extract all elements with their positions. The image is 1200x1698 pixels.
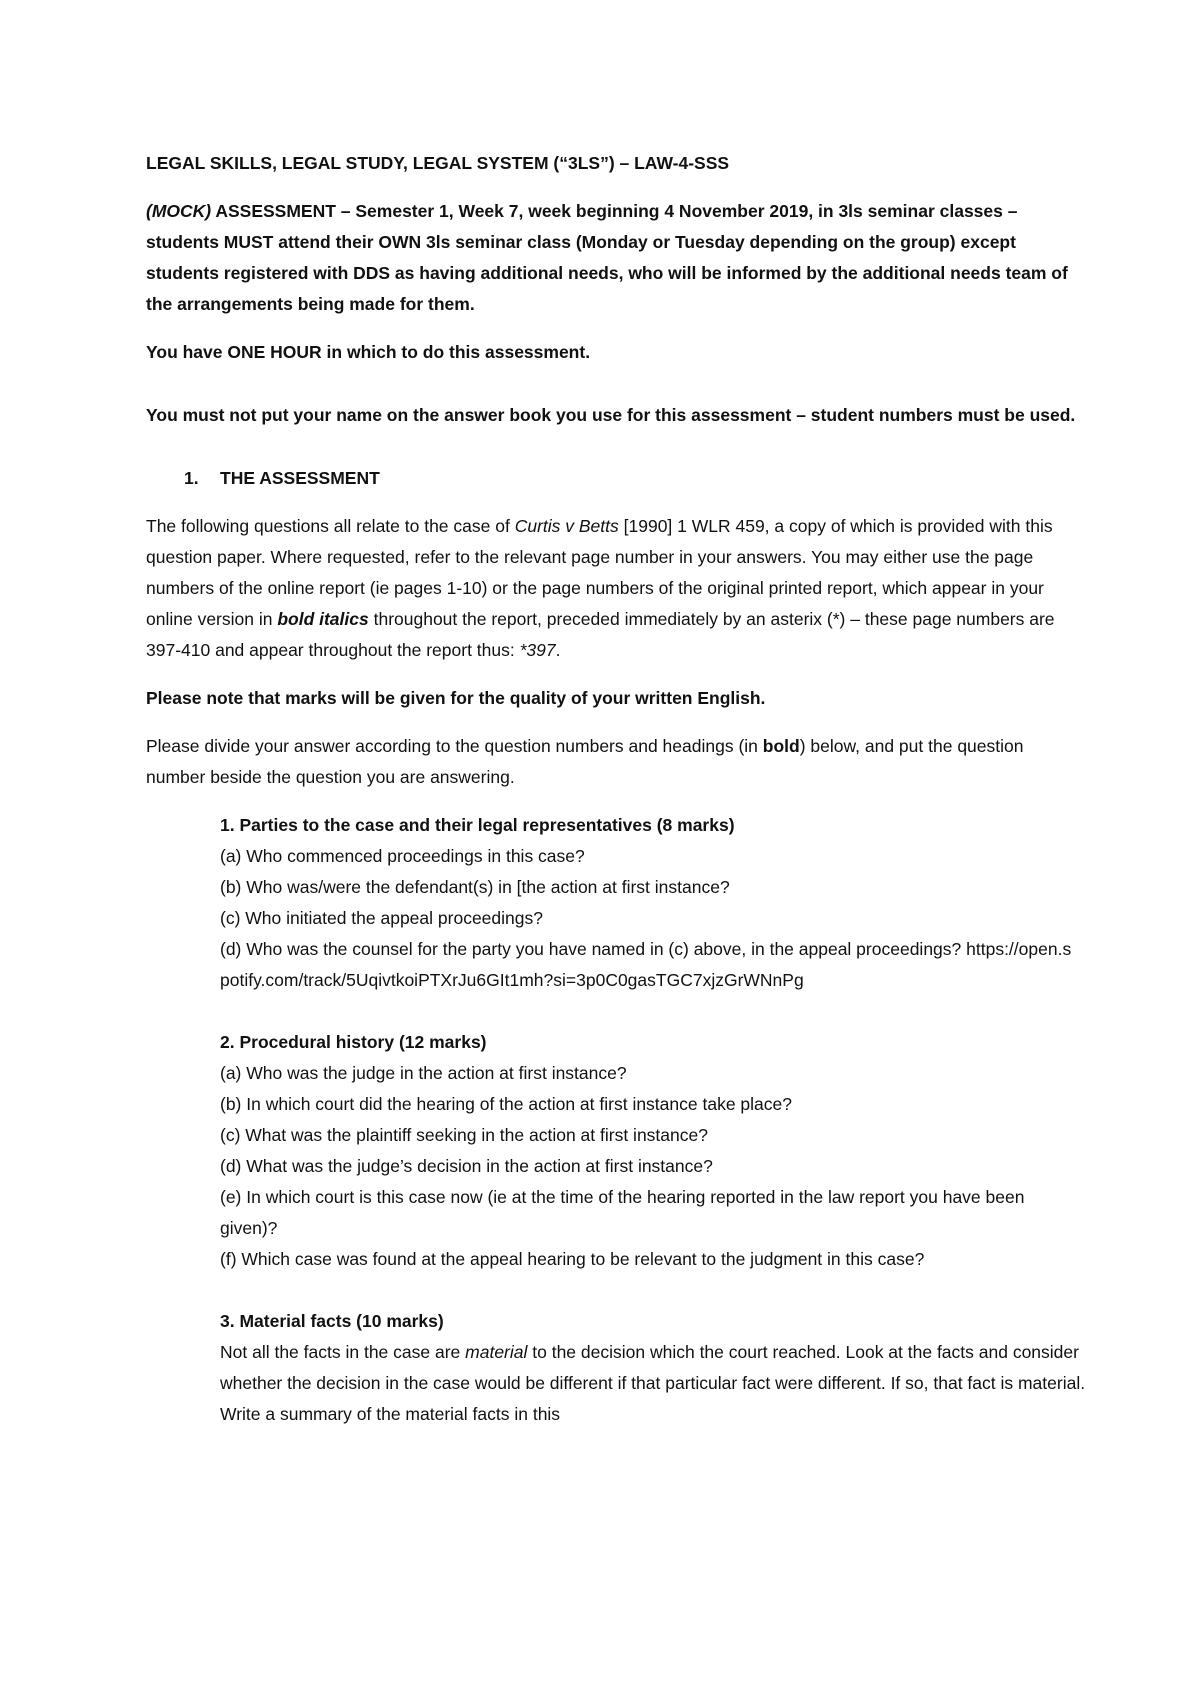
bold-word: bold <box>762 736 800 756</box>
question-1d: (d) Who was the counsel for the party you have named in (c) above, in the appeal proceedings? https://open.spotify.com/track/5UqivtkoiPTXrJu6GIt1mh?si=3p0C0gasTGC7xjzGrWNnPg <box>220 939 1072 990</box>
question-2f: (f) Which case was found at the appeal hearing to be relevant to the judgment in this case? <box>220 1249 925 1269</box>
divide-paragraph <box>146 731 1080 793</box>
case-paragraph <box>146 511 1080 666</box>
case-name: Curtis v Betts <box>514 516 619 536</box>
question-3-text <box>220 1337 1120 1430</box>
anonymity-note: You must not put your name on the answer book you use for this assessment – student numbers must be used. <box>146 405 1076 425</box>
section-number: 1. <box>184 468 199 488</box>
question-2-heading: 2. Procedural history (12 marks) <box>220 1032 487 1052</box>
question-1b: (b) Who was/were the defendant(s) in [the action at first instance? <box>220 877 730 897</box>
question-2e: (e) In which court is this case now (ie at the time of the hearing reported in the law report you have been given)? <box>220 1187 1025 1238</box>
question-3-heading: 3. Material facts (10 marks) <box>220 1311 444 1331</box>
question-2b: (b) In which court did the hearing of the action at first instance take place? <box>220 1094 792 1114</box>
question-1a: (a) Who commenced proceedings in this case? <box>220 846 585 866</box>
divide-text-2: ) below, and put the question number beside the question you are answering. <box>146 736 1024 787</box>
question-1-heading: 1. Parties to the case and their legal representatives (8 marks) <box>220 815 735 835</box>
question-2c: (c) What was the plaintiff seeking in the action at first instance? <box>220 1125 708 1145</box>
assessment-intro <box>146 196 1080 320</box>
mock-label: (MOCK) <box>146 201 212 221</box>
document-title: LEGAL SKILLS, LEGAL STUDY, LEGAL SYSTEM (“3LS”) – LAW-4-SSS <box>146 153 730 173</box>
case-text-3: throughout the report, preceded immediately by an asterix (*) – these page numbers are 397-410 and appear throughout the report thus: <box>146 609 1055 660</box>
intro-text: ASSESSMENT – Semester 1, Week 7, week beginning 4 November 2019, in 3ls seminar classes – students MUST attend their OWN 3ls seminar class (Monday or Tuesday depending on the group) except students registered with DDS as having additional needs, who will be informed by the additional needs team of the arrangements being made for them. <box>146 201 1068 314</box>
case-text-1: The following questions all relate to the case of <box>146 516 515 536</box>
question-2d: (d) What was the judge’s decision in the action at first instance? <box>220 1156 713 1176</box>
section-heading <box>146 463 1080 494</box>
question-block <box>220 810 1086 1430</box>
bold-italics-phrase: bold italics <box>277 609 369 629</box>
page-example: *397 <box>519 640 556 660</box>
question-2a: (a) Who was the judge in the action at first instance? <box>220 1063 627 1083</box>
question-1c: (c) Who initiated the appeal proceedings? <box>220 908 543 928</box>
marks-note: Please note that marks will be given for the quality of your written English. <box>146 688 766 708</box>
case-text-2: [1990] 1 WLR 459, a copy of which is provided with this question paper. Where requested, refer to the relevant page number in your answers. You may either use the page numbers of the online report (ie pages 1-10) or the page numbers of the original printed report, which appear in your online version in <box>146 516 1053 629</box>
divide-text-1: Please divide your answer according to the question numbers and headings (in <box>146 736 763 756</box>
material-word: material <box>465 1342 528 1362</box>
case-text-4: . <box>555 640 561 660</box>
q3-text-2: to the decision which the court reached. Look at the facts and consider whether the decision in the case would be different if that particular fact were different. If so, that fact is material. Write a summary of the material facts in this <box>220 1342 1086 1424</box>
section-title: THE ASSESSMENT <box>220 468 380 488</box>
time-limit-note: You have ONE HOUR in which to do this assessment. <box>146 342 591 362</box>
q3-text-1: Not all the facts in the case are <box>220 1342 466 1362</box>
